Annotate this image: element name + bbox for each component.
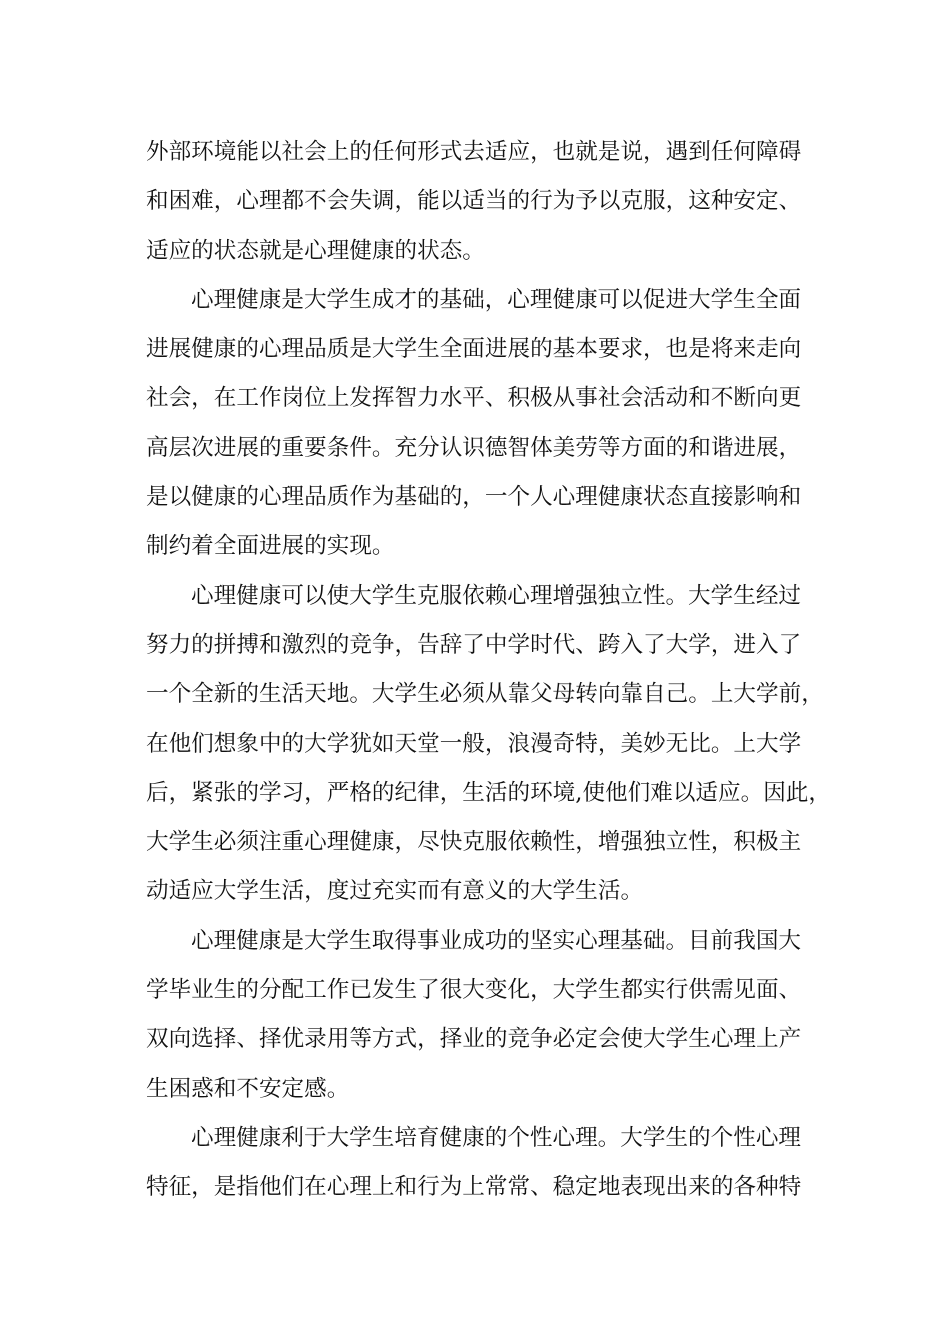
paragraph-line: 心理健康是大学生取得事业成功的坚实心理基础。目前我国大 [191, 927, 802, 954]
paragraph-5 [146, 1114, 826, 1213]
paragraph-line: 在他们想象中的大学犹如天堂一般，浪漫奇特，美妙无比。上大学 [146, 730, 802, 757]
paragraph-line: 动适应大学生活，度过充实而有意义的大学生活。 [146, 878, 644, 905]
paragraph-line: 和困难，心理都不会失调，能以适当的行为予以克服，这种安定、 [146, 188, 802, 215]
paragraph-line: 适应的状态就是心理健康的状态。 [146, 237, 485, 264]
paragraph-line: 双向选择、择优录用等方式，择业的竞争必定会使大学生心理上产 [146, 1026, 802, 1053]
paragraph-2 [146, 276, 826, 572]
paragraph-line: 心理健康是大学生成才的基础，心理健康可以促进大学生全面 [191, 286, 802, 313]
paragraph-line: 努力的拼搏和激烈的竞争，告辞了中学时代、跨入了大学，进入了 [146, 631, 802, 658]
paragraph-1 [146, 128, 826, 276]
paragraph-line: 大学生必须注重心理健康，尽快克服依赖性，增强独立性，积极主 [146, 829, 802, 856]
paragraph-line: 生困惑和不安定感。 [146, 1075, 350, 1102]
paragraph-4 [146, 917, 826, 1114]
paragraph-line: 学毕业生的分配工作已发生了很大变化，大学生都实行供需见面、 [146, 977, 802, 1004]
paragraph-line: 心理健康利于大学生培育健康的个性心理。大学生的个性心理 [191, 1124, 802, 1151]
paragraph-3 [146, 572, 831, 917]
paragraph-line: 一个全新的生活天地。大学生必须从靠父母转向靠自己。上大学前， [146, 681, 824, 708]
paragraph-line: 进展健康的心理品质是大学生全面进展的基本要求，也是将来走向 [146, 336, 802, 363]
paragraph-line: 外部环境能以社会上的任何形式去适应，也就是说，遇到任何障碍 [146, 139, 802, 165]
paragraph-line: 社会，在工作岗位上发挥智力水平、积极从事社会活动和不断向更 [146, 385, 802, 412]
paragraph-line: 制约着全面进展的实现。 [146, 533, 395, 560]
paragraph-line: 后，紧张的学习，严格的纪律，生活的环境,使他们难以适应。因此， [146, 779, 831, 806]
paragraph-line: 是以健康的心理品质作为基础的，一个人心理健康状态直接影响和 [146, 484, 802, 511]
paragraph-line: 心理健康可以使大学生克服依赖心理增强独立性。大学生经过 [191, 582, 802, 609]
paragraph-line: 特征，是指他们在心理上和行为上常常、稳定地表现出来的各种特 [146, 1174, 802, 1201]
document-body [146, 128, 831, 1213]
paragraph-line: 高层次进展的重要条件。充分认识德智体美劳等方面的和谐进展， [146, 434, 802, 461]
